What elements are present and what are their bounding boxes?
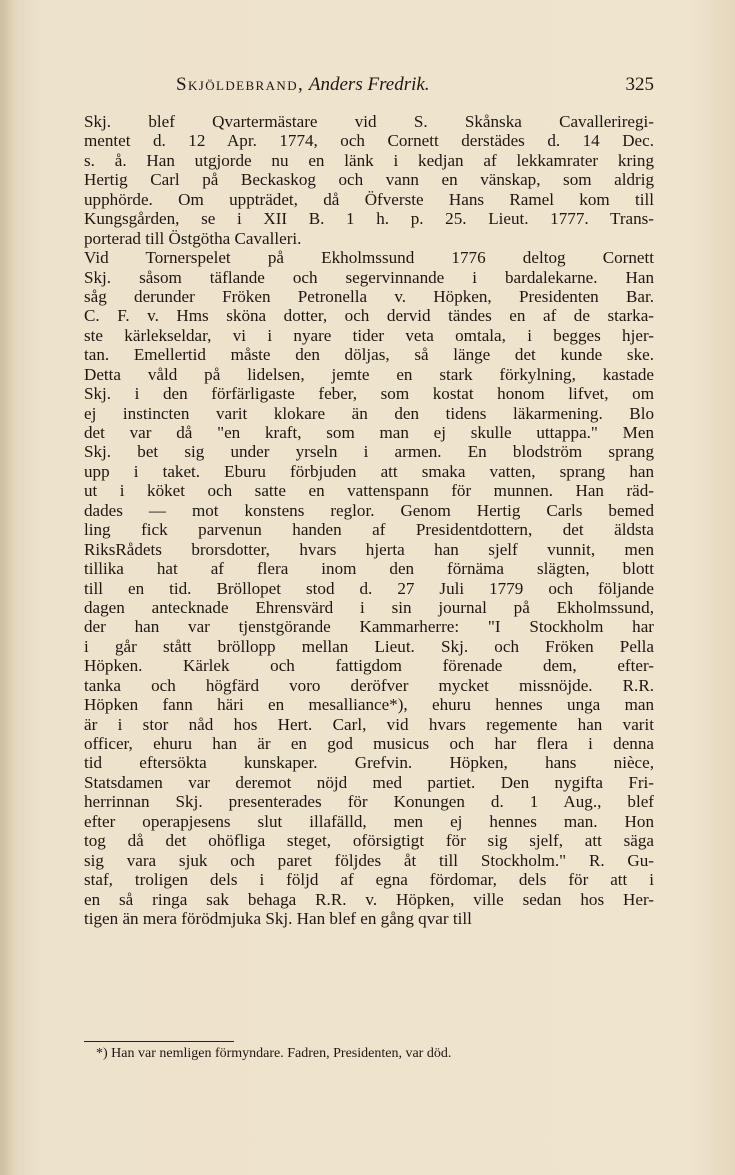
text-line: Vid Tornerspelet på Ekholmssund 1776 deltog Cornett [84, 248, 654, 268]
text-line: tigen än mera förödmjuka Skj. Han blef en gång qvar till [84, 908, 472, 928]
text-line: tog då det ohöfliga steget, oförsigtigt för sig sjelf, att säga [84, 831, 654, 851]
text-line: såg derunder Fröken Petronella v. Höpken, Presidenten Bar. [84, 286, 654, 306]
text-line: mentet d. 12 Apr. 1774, och Cornett derstädes d. 14 Dec. [84, 131, 654, 151]
text-line: Skj. såsom täflande och segervinnande i bardalekarne. Han [84, 267, 654, 287]
header-entry-name: Anders Fredrik. [308, 74, 430, 95]
footnote-rule [84, 1041, 234, 1042]
text-line: Skj. bet sig under yrseln i armen. En blodström sprang [84, 442, 654, 462]
text-line: Skj. i den förfärligaste feber, som kostat honom lifvet, om [84, 384, 654, 404]
text-line: är i stor nåd hos Hert. Carl, vid hvars regemente han varit [84, 714, 654, 734]
text-line: herrinnan Skj. presenterades för Konungen d. 1 Aug., blef [84, 792, 654, 812]
text-line: porterad till Östgötha Cavalleri. [84, 228, 302, 248]
text-line: Höpken. Kärlek och fattigdom förenade dem, efter- [84, 656, 654, 676]
text-line: tan. Emellertid måste den döljas, så länge det kunde ske. [84, 345, 654, 365]
text-line: Statsdamen var deremot nöjd med partiet. Den nygifta Fri- [84, 772, 654, 792]
text-line: en så ringa sak behaga R.R. v. Höpken, ville sedan hos Her- [84, 889, 654, 909]
text-line: dagen antecknade Ehrensvärd i sin journal på Ekholmssund, [84, 597, 654, 617]
page-number: 325 [625, 74, 654, 95]
running-header [176, 74, 654, 100]
footnote: *) Han var nemligen förmyndare. Fadren, Presidenten, var död. [96, 1046, 452, 1061]
text-line: C. F. v. Hms sköna dotter, och dervid tändes en af de starka- [84, 306, 654, 326]
text-line: det var då "en kraft, som man ej skulle uttappa." Men [84, 423, 654, 442]
text-line: i går stått bröllopp mellan Lieut. Skj. och Fröken Pella [84, 636, 654, 656]
text-line: ste kärlekseldar, vi i nyare tider veta omtala, i begges hjer- [84, 325, 654, 345]
text-line: sig vara sjuk och paret följdes åt till Stockholm." R. Gu- [84, 850, 654, 870]
text-line: upphörde. Om uppträdet, då Öfverste Hans Ramel kom till [84, 189, 654, 209]
text-line: Kungsgården, se i XII B. 1 h. p. 25. Lieut. 1777. Trans- [84, 209, 654, 229]
text-line: staf, troligen dels i följd af egna fördomar, dels för att i [84, 870, 654, 890]
text-line: Detta våld på lidelsen, jemte en stark förkylning, kastade [84, 364, 654, 384]
text-line: der han var tjenstgörande Kammarherre: "I Stockholm har [84, 617, 654, 637]
text-line: tid eftersökta kunskaper. Grefvin. Höpken, hans nièce, [84, 753, 654, 773]
text-line: upp i taket. Eburu förbjuden att smaka vatten, sprang han [84, 461, 654, 481]
text-line: s. å. Han utgjorde nu en länk i kedjan af lekkamrater kring [84, 150, 654, 170]
text-line: ling fick parvenun handen af Presidentdottern, det äldsta [84, 520, 654, 540]
text-line: till en tid. Bröllopet stod d. 27 Juli 1779 och följande [84, 578, 654, 598]
header-author: Skjöldebrand, [176, 74, 305, 95]
text-line: officer, ehuru han är en god musicus och har flera i denna [84, 734, 654, 753]
text-line: Höpken fann häri en mesalliance*), ehuru hennes unga man [84, 695, 654, 715]
text-line: tanka och högfärd voro deröfver mycket missnöjde. R.R. [84, 675, 654, 695]
text-line: ut i köket och satte en vattenspann för munnen. Han räd- [84, 481, 654, 501]
text-line: tillika hat af flera inom den förnäma slägten, blott [84, 559, 654, 579]
page-edge-shadow [0, 0, 14, 1175]
text-line: efter operapjesens slut illafälld, men ej hennes man. Hon [84, 811, 654, 831]
text-line: ej instincten varit klokare än den tidens läkarmening. Blo [84, 403, 654, 423]
text-line: dades — mot konstens reglor. Genom Hertig Carls bemed [84, 500, 654, 520]
text-line: Hertig Carl på Beckaskog och vann en vänskap, som aldrig [84, 170, 654, 190]
body-text [84, 112, 654, 928]
text-line: Skj. blef Qvartermästare vid S. Skånska Cavalleriregi- [84, 112, 654, 131]
text-line: RiksRådets brorsdotter, hvars hjerta han sjelf vunnit, men [84, 539, 654, 559]
